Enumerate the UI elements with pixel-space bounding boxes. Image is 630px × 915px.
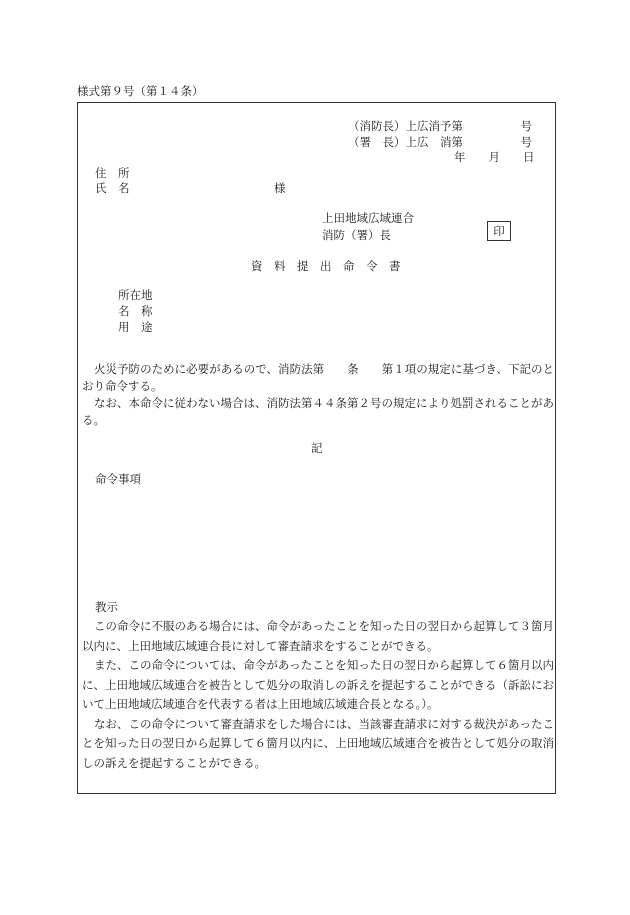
document-title: 資 料 提 出 命 令 書 [251,259,401,273]
field-name: 名 称 [118,304,153,318]
field-location: 所在地 [118,288,153,302]
station-number-line: （署 長）上広 消第 号 [348,135,532,149]
form-label: 様式第９号（第１４条） [77,84,204,98]
issuer-title: 消防（署）長 [322,228,391,242]
date-line: 年 月 日 [454,150,535,164]
notice-paragraph-3: なお、この命令について審査請求をした場合には、当該審査請求に対する裁決があったことを知った日の翌日から起算して６箇月以内に、上田地域広域連合を被告として処分の取消しの訴えを提起することができる。 [82,716,554,770]
notice-paragraph-1: この命令に不服のある場合には、命令があったことを知った日の翌日から起算して３箇月以内に、上田地域広域連合長に対して審査請求をすることができる。 [82,619,554,653]
issuer-org: 上田地域広域連合 [322,211,414,225]
notice-heading: 教示 [95,600,118,614]
body-paragraph-1: 火災予防のために必要があるので、消防法第 条 第１項の規定に基づき、下記のとおり命令する。 [82,362,554,393]
notice-paragraphs [82,617,554,773]
name-label: 氏 名 [95,181,130,195]
address-label: 住 所 [95,166,130,180]
body-paragraphs [82,361,554,429]
ki-mark: 記 [311,441,323,455]
field-use: 用 途 [118,320,153,334]
notice-paragraph-2: また、この命令については、命令があったことを知った日の翌日から起算して６箇月以内に、上田地域広域連合を被告として処分の取消しの訴えを提起することができる（訴訟において上田地域広域連合を代表する者は上田地域広域連合長となる。）。 [82,658,554,711]
body-paragraph-2: なお、本命令に従わない場合は、消防法第４４条第２号の規定により処罰されることがある。 [82,396,554,427]
chief-number-line: （消防長）上広消予第 号 [348,119,532,133]
order-items-label: 命令事項 [95,472,141,486]
honorific: 様 [274,181,286,195]
seal-box: 印 [487,221,511,241]
